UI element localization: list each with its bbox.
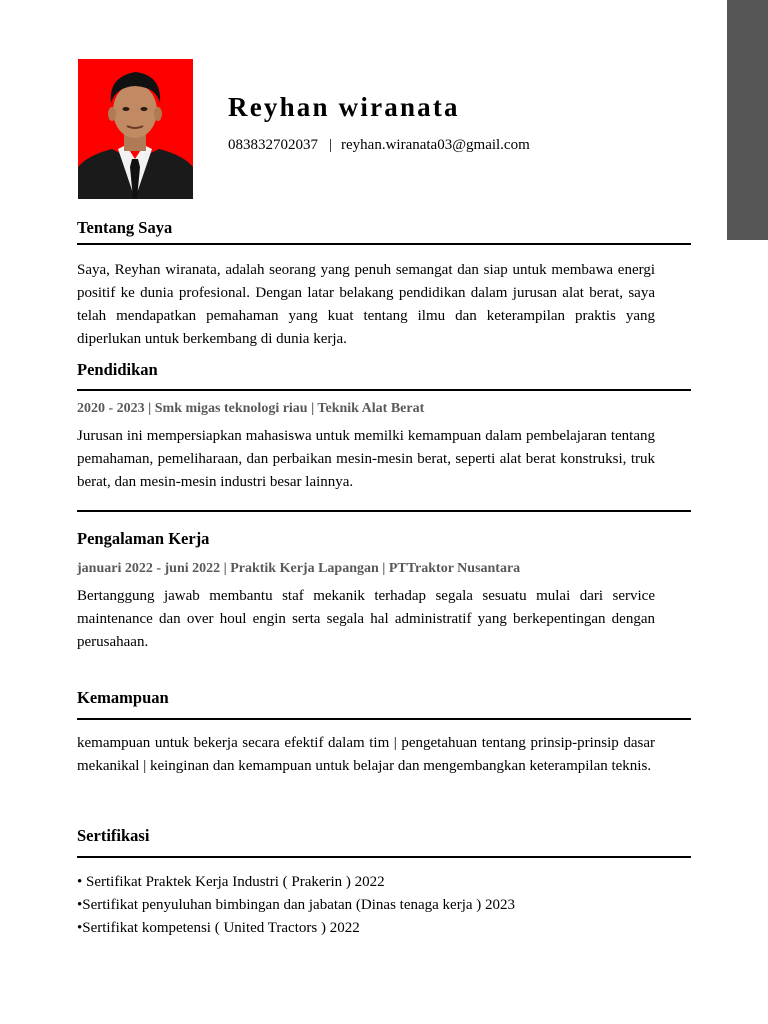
certifications-list <box>77 871 515 940</box>
skills-text: kemampuan untuk bekerja secara efektif dalam tim | pengetahuan tentang prinsip-prinsip dasar mekanikal | keinginan dan kemampuan untuk belajar dan mengembangkan keterampilan teknis. <box>77 735 655 774</box>
certification-item: •Sertifikat kompetensi ( United Tractors ) 2022 <box>77 920 360 936</box>
contact-line <box>228 137 530 154</box>
experience-heading: Pengalaman Kerja <box>77 529 210 548</box>
certifications-heading: Sertifikasi <box>77 826 150 845</box>
experience-text: Bertanggung jawab membantu staf mekanik terhadap segala sesuatu mulai dari service maintenance dan over houl engin serta segala hal administratif yang berkepentingan dengan perusahaan. <box>77 588 655 650</box>
education-text: Jurusan ini mempersiapkan mahasiswa untuk memilki kemampuan dalam pembelajaran tentang pemahaman, pemeliharaan, dan perbaikan mesin-mesin berat, seperti alat berat konstruksi, truk berat, dan mesin-mesin industri besar lainnya. <box>77 428 655 490</box>
education-bottom-divider <box>77 510 691 512</box>
experience-meta: januari 2022 - juni 2022 | Praktik Kerja Lapangan | PTTraktor Nusantara <box>77 561 521 576</box>
profile-photo <box>78 59 193 199</box>
education-divider <box>77 389 691 391</box>
education-meta: 2020 - 2023 | Smk migas teknologi riau | Teknik Alat Berat <box>77 401 425 416</box>
certification-item: •Sertifikat penyuluhan bimbingan dan jabatan (Dinas tenaga kerja ) 2023 <box>77 897 516 913</box>
about-text: Saya, Reyhan wiranata, adalah seorang yang penuh semangat dan siap untuk membawa energi positif ke dunia profesional. Dengan latar belakang pendidikan dalam jurusan alat berat, saya telah mendapatkan pemahaman yang kuat tentang ilmu dan keterampilan praktis yang diperlukan untuk berkembang di dunia kerja. <box>77 262 655 347</box>
scrollbar-thumb[interactable] <box>727 0 768 240</box>
certifications-divider <box>77 856 691 858</box>
email-address: reyhan.wiranata03@gmail.com <box>341 137 530 153</box>
about-heading: Tentang Saya <box>77 218 173 237</box>
certification-item: • Sertifikat Praktek Kerja Industri ( Prakerin ) 2022 <box>77 874 385 890</box>
skills-divider <box>77 718 691 720</box>
skills-heading: Kemampuan <box>77 688 169 707</box>
about-divider <box>77 243 691 245</box>
education-heading: Pendidikan <box>77 360 158 379</box>
contact-separator: | <box>329 137 333 153</box>
candidate-name: Reyhan wiranata <box>228 92 460 122</box>
phone-number: 083832702037 <box>228 137 318 153</box>
